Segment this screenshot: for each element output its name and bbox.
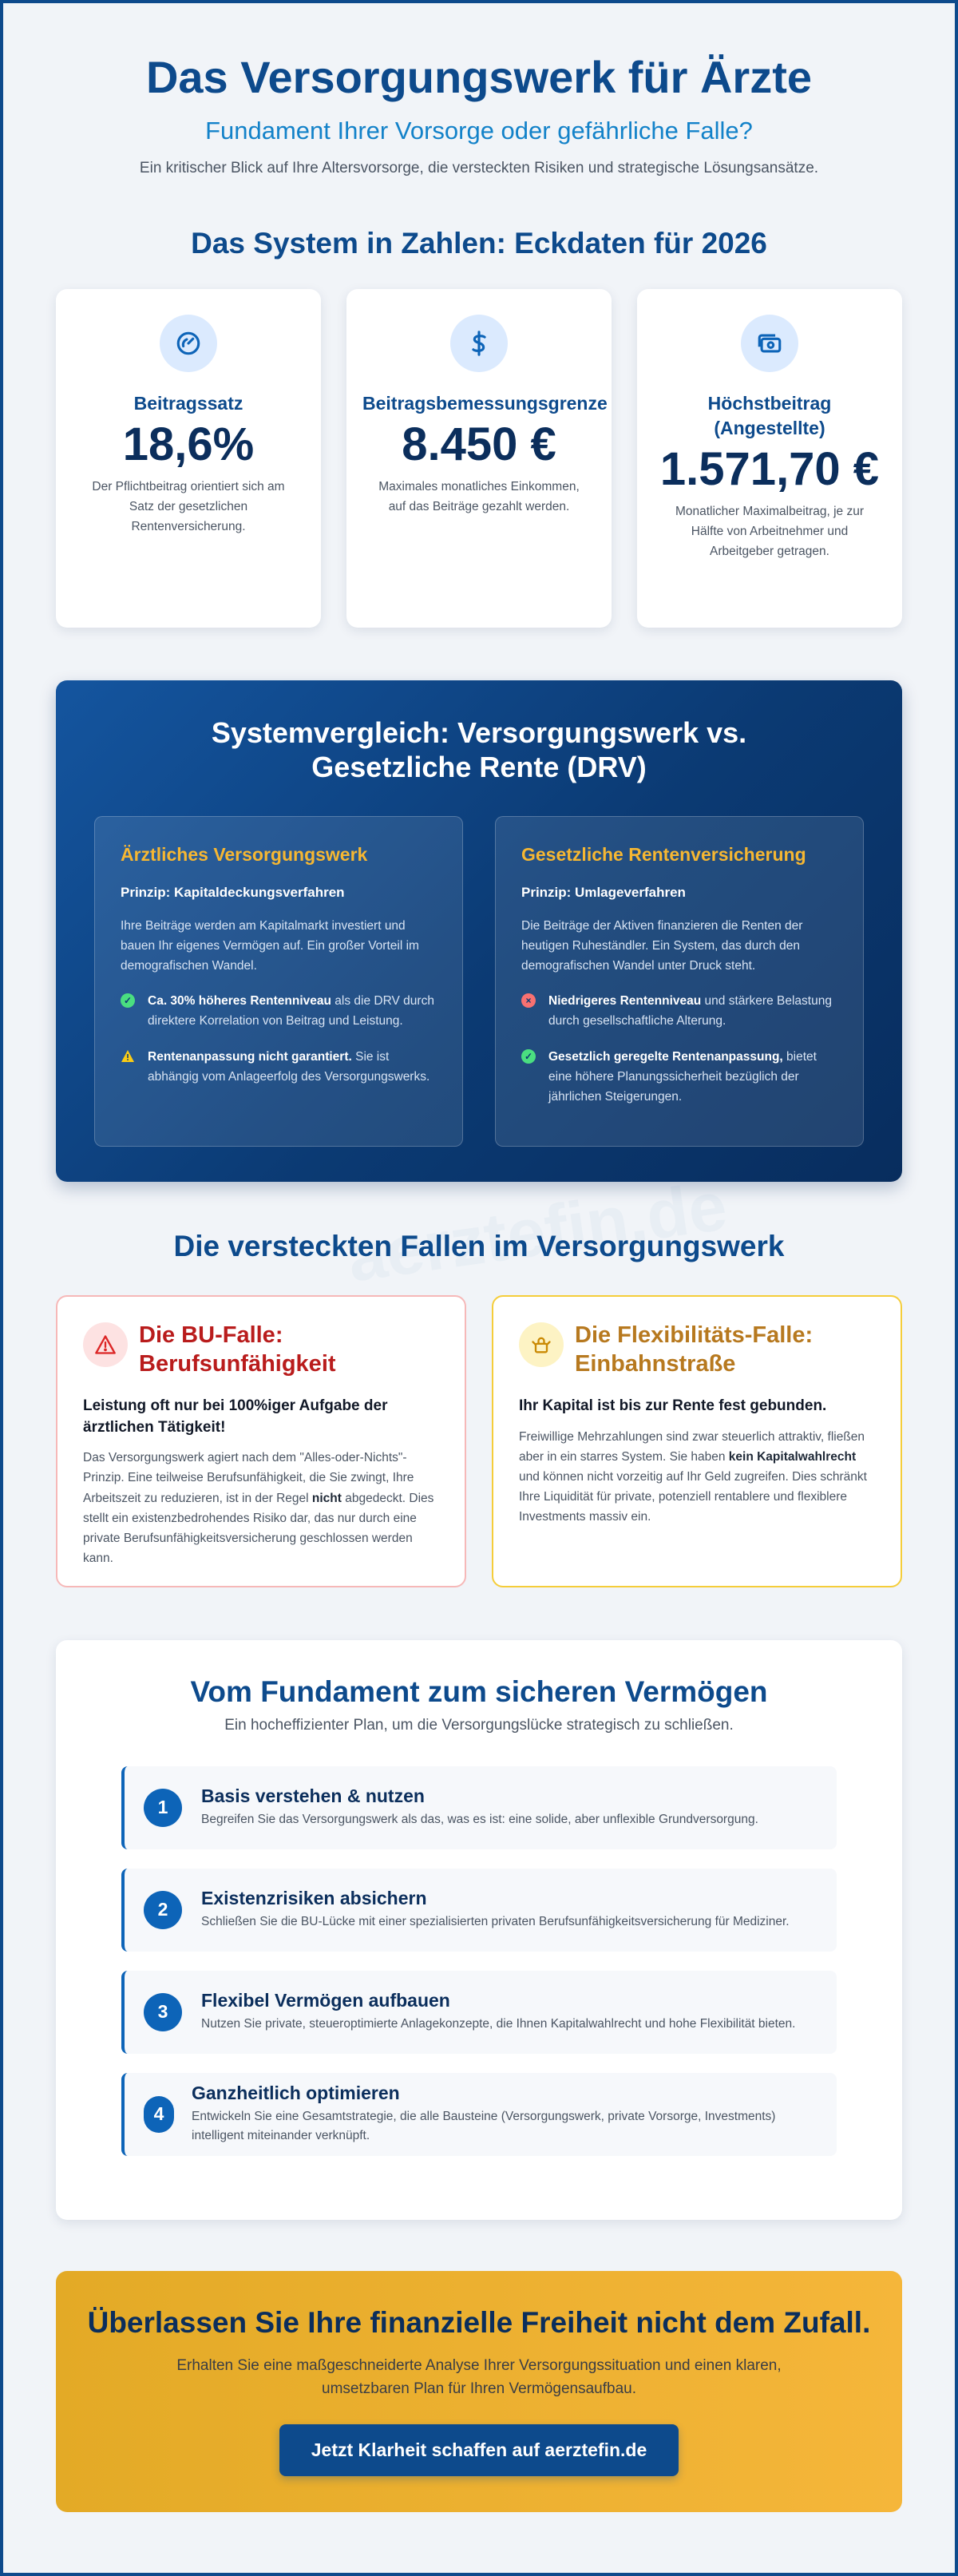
comparison-intro: Ihre Beiträge werden am Kapitalmarkt investiert und bauen Ihr eigenes Vermögen auf. Ein großer Vorteil im demografischen Wandel.: [121, 918, 419, 973]
stat-label: Beitragssatz: [133, 392, 243, 414]
comparison-bullet: [521, 1048, 837, 1107]
warning-icon: [121, 1049, 135, 1064]
plan-step-1: [121, 1766, 837, 1849]
comparison-versorgungswerk: [94, 816, 463, 1147]
trap-card-bu: [56, 1295, 466, 1587]
page-subtitle: Fundament Ihrer Vorsorge oder gefährliche Falle?: [205, 116, 753, 145]
comparison-title: Systemvergleich: Versorgungswerk vs. Gesetzliche Rente (DRV): [211, 715, 747, 783]
stat-card-bemessungsgrenze: [346, 289, 612, 628]
hero: [3, 3, 955, 177]
stat-value: 8.450 €: [402, 418, 556, 470]
check-icon: ✓: [121, 993, 135, 1008]
trap-subtitle: Leistung oft nur bei 100%iger Aufgabe der ärztlichen Tätigkeit!: [83, 1397, 388, 1436]
comparison-drv: [495, 816, 864, 1147]
step-desc: Begreifen Sie das Versorgungswerk als das, was es ist: eine solide, aber unflexible Grundversorgung.: [201, 1813, 758, 1827]
cta-title: Überlassen Sie Ihre finanzielle Freiheit nicht dem Zufall.: [87, 2305, 871, 2339]
warning-icon: [83, 1322, 128, 1367]
comparison-intro: Die Beiträge der Aktiven finanzieren die Renten der heutigen Ruheständler. Ein System, das durch den demografischen Wandel unter Druck steht.: [521, 918, 803, 973]
stat-label: Höchstbeitrag (Angestellte): [707, 392, 832, 438]
step-number: 2: [144, 1891, 182, 1929]
comparison-principle: Prinzip: Kapitaldeckungsverfahren: [121, 884, 345, 900]
bullet-text: Gesetzlich geregelte Rentenanpassung, bietet eine höhere Planungssicherheit bezüglich der jährlichen Steigerungen.: [548, 1049, 817, 1104]
traps-cards: [3, 1295, 955, 1587]
trap-subtitle: Ihr Kapital ist bis zur Rente fest gebunden.: [519, 1397, 827, 1415]
plan-subtitle: Ein hocheffizienter Plan, um die Versorgungslücke strategisch zu schließen.: [224, 1716, 734, 1734]
plan-title: Vom Fundament zum sicheren Vermögen: [190, 1674, 768, 1708]
step-title: Ganzheitlich optimieren: [192, 2083, 400, 2104]
stats-cards: [3, 289, 955, 628]
stat-card-hoechstbeitrag: [637, 289, 902, 628]
watermark: [342, 1167, 731, 1298]
trap-card-flex: [492, 1295, 902, 1587]
cta-text: Erhalten Sie eine maßgeschneiderte Analyse Ihrer Versorgungssituation und einen klaren, umsetzbaren Plan für Ihren Vermögensaufbau.: [176, 2356, 782, 2398]
check-icon: ✓: [521, 1049, 536, 1064]
stat-card-beitragssatz: [56, 289, 321, 628]
plan-steps: [121, 1766, 837, 2156]
traps-title: Die versteckten Fallen im Versorgungswerk: [173, 1229, 785, 1262]
step-desc: Nutzen Sie private, steueroptimierte Anlagekonzepte, die Ihnen Kapitalwahlrecht und hohe Flexibilität bieten.: [201, 2017, 796, 2031]
stats-title: Das System in Zahlen: Eckdaten für 2026: [191, 226, 767, 260]
step-title: Existenzrisiken absichern: [201, 1888, 427, 1909]
bullet-text: Niedrigeres Rentenniveau und stärkere Belastung durch gesellschaftliche Alterung.: [548, 994, 832, 1028]
plan-step-3: [121, 1971, 837, 2054]
stat-value: 1.571,70 €: [659, 442, 880, 495]
stat-desc: Monatlicher Maximalbeitrag, je zur Hälfte von Arbeitnehmer und Arbeitgeber getragen.: [675, 505, 865, 559]
trap-body: Das Versorgungswerk agiert nach dem "Alles-oder-Nichts"-Prinzip. Eine teilweise Berufsunfähigkeit, die Sie zwingt, Ihre Arbeitszeit zu reduzieren, ist in der Regel nicht abgedeckt. Dies stellt ein existenzbedrohendes Risiko dar, das nur durch eine private Berufsunfähigkeitsversicherung geschlossen werden kann.: [83, 1451, 434, 1565]
stat-desc: Der Pflichtbeitrag orientiert sich am Satz der gesetzlichen Rentenversicherung.: [92, 480, 285, 534]
comparison-bullet: [121, 1048, 437, 1088]
plan-panel: [56, 1640, 902, 2220]
step-title: Flexibel Vermögen aufbauen: [201, 1990, 450, 2011]
trap-body: Freiwillige Mehrzahlungen sind zwar steuerlich attraktiv, fließen aber in ein starres System. Sie haben kein Kapitalwahlrecht und können nicht vorzeitig auf Ihr Geld zugreifen. Dies schränkt Ihre Liquidität für private, potenziell rentablere und flexiblere Investments massiv ein.: [519, 1429, 867, 1524]
bullet-text: Ca. 30% höheres Rentenniveau als die DRV durch direktere Korrelation von Beitrag und Leistung.: [148, 994, 434, 1028]
comparison-bullet: [121, 992, 437, 1032]
comparison-principle: Prinzip: Umlageverfahren: [521, 884, 686, 900]
gauge-icon: [160, 315, 217, 372]
lock-icon: [519, 1322, 564, 1367]
plan-step-2: [121, 1869, 837, 1952]
comparison-col-title: Gesetzliche Rentenversicherung: [521, 843, 806, 865]
step-desc: Schließen Sie die BU-Lücke mit einer spezialisierten privaten Berufsunfähigkeitsversicherung für Mediziner.: [201, 1915, 790, 1929]
money-icon: [741, 315, 798, 372]
cross-icon: ×: [521, 993, 536, 1008]
dollar-icon: [450, 315, 508, 372]
step-desc: Entwickeln Sie eine Gesamtstrategie, die alle Bausteine (Versorgungswerk, private Vorsorge, Investments) intelligent miteinander verknüpft.: [192, 2110, 776, 2143]
stat-label: Beitragsbemessungsgrenze: [362, 392, 608, 414]
step-title: Basis verstehen & nutzen: [201, 1785, 425, 1807]
cta-panel: [56, 2271, 902, 2512]
stat-desc: Maximales monatliches Einkommen, auf das Beiträge gezahlt werden.: [378, 480, 580, 514]
step-number: 3: [144, 1993, 182, 2031]
trap-title: Die Flexibilitäts-Falle: Einbahnstraße: [575, 1322, 814, 1377]
stat-value: 18,6%: [122, 418, 255, 470]
comparison-col-title: Ärztliches Versorgungswerk: [121, 843, 368, 865]
plan-step-4: [121, 2073, 837, 2156]
page-title: Das Versorgungswerk für Ärzte: [145, 52, 813, 102]
comparison-panel: [56, 680, 902, 1182]
comparison-bullet: [521, 992, 837, 1032]
bullet-text: Rentenanpassung nicht garantiert. Sie ist abhängig vom Anlageerfolg des Versorgungswerks.: [148, 1049, 430, 1084]
cta-button[interactable]: Jetzt Klarheit schaffen auf aerztefin.de: [279, 2424, 679, 2476]
page-lead: Ein kritischer Blick auf Ihre Altersvorsorge, die versteckten Risiken und strategische Lösungsansätze.: [139, 159, 819, 176]
step-number: 1: [144, 1789, 182, 1827]
step-number: 4: [144, 2096, 174, 2133]
trap-title: Die BU-Falle: Berufsunfähigkeit: [139, 1322, 336, 1377]
